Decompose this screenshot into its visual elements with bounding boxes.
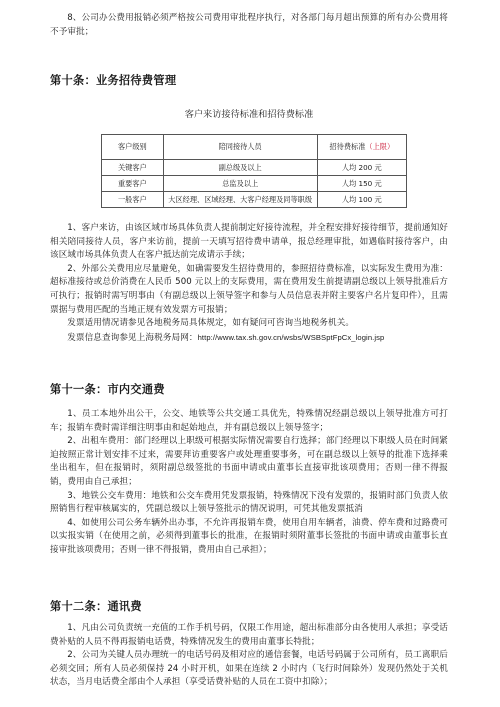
invoice-query-link[interactable]: http://www.tax.sh.gov.cn/wsbs/WSBSptFpCx_login.jsp <box>197 332 385 342</box>
table-cell: 人均 100 元 <box>317 192 406 208</box>
section-10-paragraph-3: 发票适用情况请参见各地税务局具体规定，如有疑问可咨询当地税务机关。 <box>67 318 355 329</box>
section-10-paragraph-1: 1、客户来访，由该区域市场具体负责人提前制定好接待流程，并全程安排好接待细节，提前通知好相关陪同接待人员，客户来访前，提前一天填写招待费申请单，报总经理审批，如遇临时接待客户，由该区域市场具体负责人在客户抵达前完成请示手续； <box>50 223 448 261</box>
table-header-row <box>102 135 407 160</box>
header-budget-label: 招待费标准 <box>329 142 366 151</box>
section-12-heading: 第十二条：通讯费 <box>50 600 142 613</box>
table-cell: 大区经理、区域经理、大客户经理及同等职级 <box>163 192 317 208</box>
invoice-query-line <box>50 331 448 346</box>
section-11-paragraph-2: 2、出租车费用：部门经理以上职级可根据实际情况需要自行选择；部门经理以下职级人员在时间紧迫按照正常计划安排不过来，需要拜访重要客户或处理重要事务，可在副总级以上领导的批准下选择乘坐出租车，但在报销时，须附副总级签批的书面申请或由董事长直接审批该项费用；否则一律不得报销，费用由自己承担； <box>50 436 448 487</box>
table-cell: 人均 200 元 <box>317 160 406 176</box>
header-accompanying-staff: 陪同接待人员 <box>163 135 317 160</box>
section-11-heading: 第十一条：市内交通费 <box>50 383 165 396</box>
table-cell: 副总级及以上 <box>163 160 317 176</box>
header-budget-note: （上限） <box>365 142 395 151</box>
table-cell: 一般客户 <box>102 192 164 208</box>
table-cell: 关键客户 <box>102 160 164 176</box>
table-cell: 总监及以上 <box>163 176 317 192</box>
section-11-paragraph-3: 3、地铁公交车费用：地铁和公交车费用凭发票报销，特殊情况下没有发票的，报销时部门负责人依照销售行程审核属实的，凭副总级以上领导签批示的情况说明，可凭其他发票抵消 <box>50 490 448 515</box>
table-row <box>102 176 407 192</box>
table-row <box>102 160 407 176</box>
paragraph-8: 8、公司办公费用报销必须严格按公司费用审批程序执行，对各部门每月超出预算的所有办公费用将不予审批； <box>50 13 448 37</box>
section-10-heading: 第十条：业务招待费管理 <box>50 74 177 87</box>
reception-standard-table <box>101 134 407 208</box>
table-cell: 重要客户 <box>102 176 164 192</box>
header-budget <box>317 135 406 160</box>
header-client-level: 客户级别 <box>102 135 164 160</box>
section-11-paragraph-4: 4、如使用公司公务车辆外出办事，不允许再报销车费，使用自用车辆者，油费、停车费和过路费可以实报实销（在使用之前，必须得到董事长的批准，在报销时须附董事长签批的书面申请或由董事长直接审批该项费用；否则一律不得报销，费用由自己承担）； <box>50 517 448 555</box>
table-caption: 客户来访接待标准和招待费标准 <box>184 109 314 120</box>
section-10-paragraph-2: 2、外部公关费用应尽量避免，如确需要发生招待费用的，参照招待费标准，以实际发生费用为准：超标准接待或总价消费在人民币 500 元以上的支际费用，需在费用发生前提请副总级以上领导批准后方可执行；报销时需写明事由（有副总级以上领导签字和参与人员信息表并附主要客户名片复印件），且需票据与费用匹配的当地正规有效发票方可报销； <box>50 263 448 315</box>
section-12-paragraph-1: 1、凡由公司负责统一充值的工作手机号码，仅限工作用途，超出标准部分由各使用人承担；享受话费补贴的人员不得再报销电话费，特殊情况发生的费用由董事长特批； <box>50 623 448 647</box>
invoice-query-label: 发票信息查询参见上海税务局网： <box>67 332 198 343</box>
table-row <box>102 192 407 208</box>
section-12-paragraph-2: 2、公司为关键人员办理统一的电话号码及相对应的通信套餐，电话号码属于公司所有，员工离职后必须交回；所有人员必须保持 24 小时开机，如果在连续 2 小时内（飞行时间除外）发现仍然处于关机状态，当月电话费全部由个人承担（享受话费补贴的人员在工资中扣除）； <box>50 650 448 688</box>
table-cell: 人均 150 元 <box>317 176 406 192</box>
section-11-paragraph-1: 1、员工本地外出公干，公交、地铁等公共交通工具优先，特殊情况经副总级以上领导批准方可打车；报销车费时需详细注明事由和起始地点，并有副总级以上领导签字； <box>50 409 448 433</box>
